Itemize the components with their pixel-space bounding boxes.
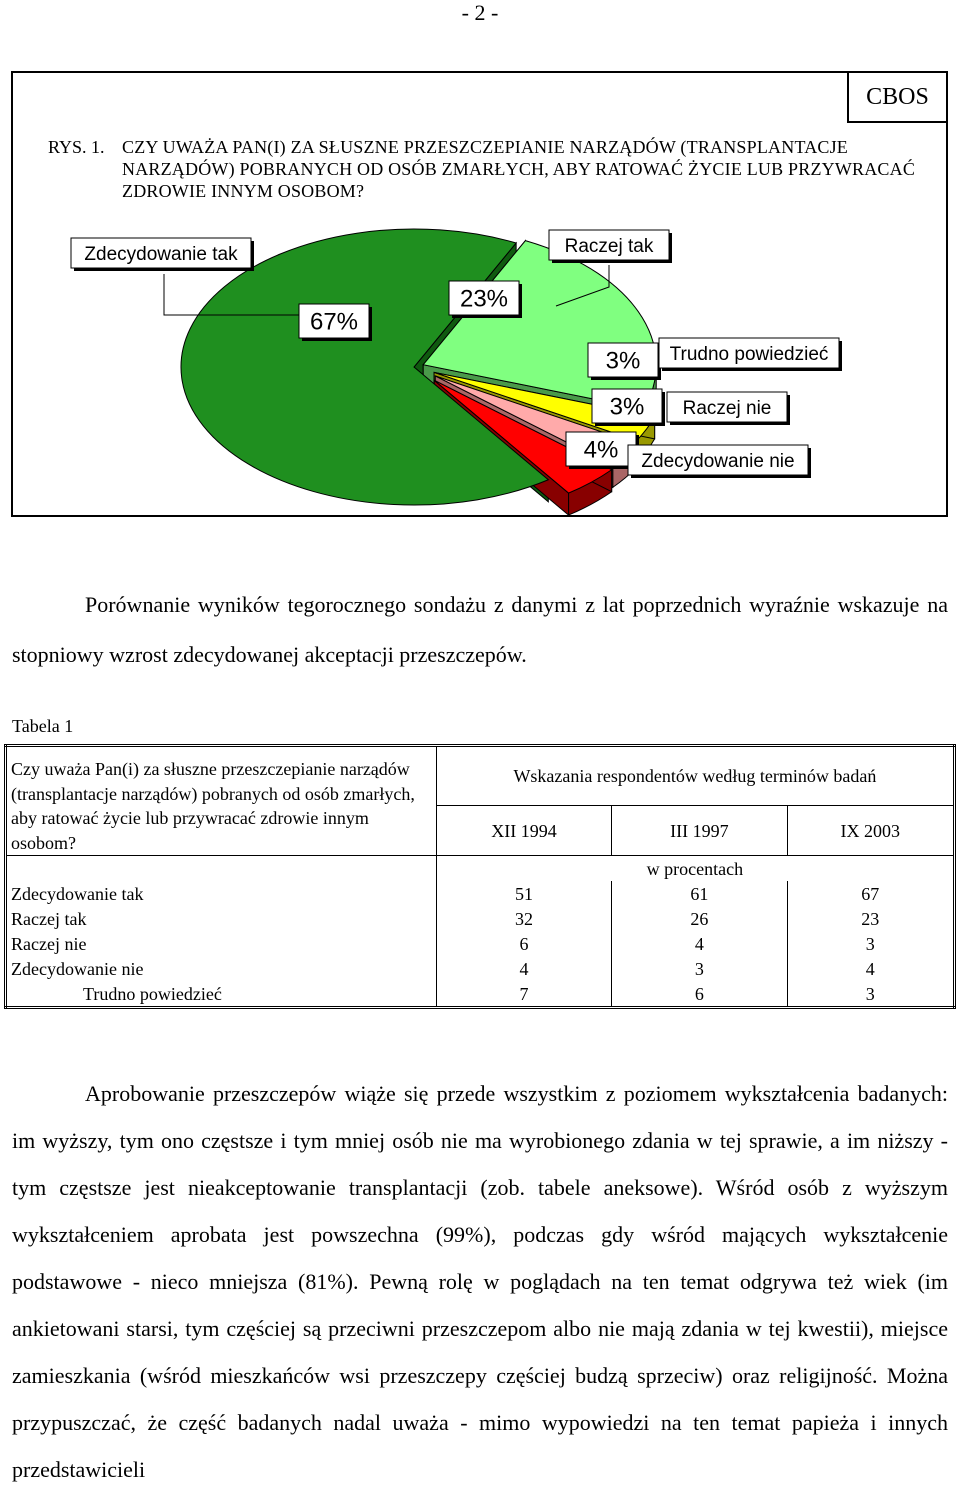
- table-row: [6, 881, 955, 906]
- svg-text:3%: 3%: [609, 393, 645, 421]
- value-label-raczej-nie: [592, 389, 665, 426]
- paragraph-comparison-text: Porównanie wyników tegorocznego sondażu z danymi z lat poprzednich wyraźnie wskazuje na stopniowy wzrost zdecydowanej akceptacji przeszczepów.: [12, 592, 948, 667]
- table-caption: Tabela 1: [12, 716, 74, 736]
- table-cell: 4: [787, 956, 954, 981]
- table-cell: 61: [612, 881, 787, 906]
- table-cell: 67: [787, 881, 954, 906]
- unit-label: w procentach: [436, 856, 954, 882]
- category-label-zdecydowanie-nie: [628, 445, 811, 478]
- column-header: XII 1994: [436, 806, 611, 856]
- table-row: [6, 981, 955, 1008]
- table-cell: 4: [436, 956, 611, 981]
- paragraph-education-text: Aprobowanie przeszczepów wiąże się przede wszystkim z poziomem wykształcenia badanych: im wyższy, tym ono częstsze i tym mniej osób nie ma wyrobionego zdania w tej sprawie, a im niższy - tym częstsze jest nieakceptowanie transplantacji (zob. tabele aneksowe). Wśród osób z wyższym wykształceniem aprobata jest powszechna (99%), podczas gdy wśród mających wykształcenie podstawowe - nieco mniejsza (81%). Pewną rolę w poglądach na ten temat odgrywa też wiek (im ankietowani starsi, tym częściej są przeciwni przeszczepom albo nie mają zdania w tej kwestii), miejsce zamieszkania (wśród mieszkańców wsi przeszczepy częściej budzą sprzeciw) oraz religijność. Można przypuszczać, że część badanych nadal uważa - mimo wypowiedzi na ten temat papieża i innych przedstawicieli: [12, 1081, 948, 1482]
- category-label-raczej-nie: [667, 392, 790, 425]
- value-label-zdecydowanie-tak: [299, 304, 372, 341]
- table-row: [6, 956, 955, 981]
- svg-text:Trudno powiedzieć: Trudno powiedzieć: [669, 343, 829, 365]
- table-cell: 3: [787, 981, 954, 1008]
- category-label-zdecydowanie-tak: [71, 238, 254, 271]
- page-number: - 2 -: [461, 0, 499, 25]
- figure-label: RYS. 1.: [48, 137, 105, 157]
- figure-title: CZY UWAŻA PAN(I) ZA SŁUSZNE PRZESZCZEPIANIE NARZĄDÓW (TRANSPLANTACJE NARZĄDÓW) POBRANYCH OD OSÓB ZMARŁYCH, ABY RATOWAĆ ŻYCIE LUB PRZYWRACAĆ ZDROWIE INNYM OSOBOM?: [122, 137, 916, 201]
- table-cell: 4: [612, 931, 787, 956]
- category-label-trudno-powiedzie: [659, 338, 842, 371]
- column-header: III 1997: [612, 806, 787, 856]
- row-label: Zdecydowanie nie: [6, 956, 437, 981]
- svg-text:Zdecydowanie nie: Zdecydowanie nie: [641, 450, 795, 472]
- paragraph-comparison: [12, 580, 948, 680]
- svg-text:23%: 23%: [459, 285, 509, 313]
- results-table: [4, 744, 956, 1009]
- svg-text:67%: 67%: [309, 308, 359, 336]
- group-header: Wskazania respondentów według terminów badań: [436, 746, 954, 806]
- row-label: Trudno powiedzieć: [6, 981, 437, 1008]
- category-label-raczej-tak: [549, 230, 672, 263]
- value-label-raczej-tak: [449, 281, 522, 318]
- table-cell: 32: [436, 906, 611, 931]
- column-header: IX 2003: [787, 806, 954, 856]
- table-cell: 7: [436, 981, 611, 1008]
- brand-label: CBOS: [847, 71, 948, 123]
- table-cell: 6: [436, 931, 611, 956]
- svg-text:Zdecydowanie tak: Zdecydowanie tak: [84, 243, 238, 265]
- svg-text:Raczej nie: Raczej nie: [682, 397, 772, 419]
- value-label-trudno-powiedzie: [588, 343, 661, 380]
- svg-text:3%: 3%: [605, 347, 641, 375]
- pie-chart: [11, 71, 948, 517]
- question-cell: Czy uważa Pan(i) za słuszne przeszczepianie narządów (transplantacje narządów) pobranych od osób zmarłych, aby ratować życie lub przywracać zdrowie innym osobom?: [6, 746, 437, 856]
- svg-text:Raczej tak: Raczej tak: [564, 235, 654, 257]
- row-label: Zdecydowanie tak: [6, 881, 437, 906]
- row-label: Raczej tak: [6, 906, 437, 931]
- table-cell: 26: [612, 906, 787, 931]
- table-cell: 6: [612, 981, 787, 1008]
- table-row: [6, 931, 955, 956]
- table-cell: 51: [436, 881, 611, 906]
- table-row: [6, 906, 955, 931]
- paragraph-education: [12, 1070, 948, 1493]
- table-cell: 3: [787, 931, 954, 956]
- row-label: Raczej nie: [6, 931, 437, 956]
- table-cell: 3: [612, 956, 787, 981]
- table-cell: 23: [787, 906, 954, 931]
- svg-text:4%: 4%: [583, 436, 619, 464]
